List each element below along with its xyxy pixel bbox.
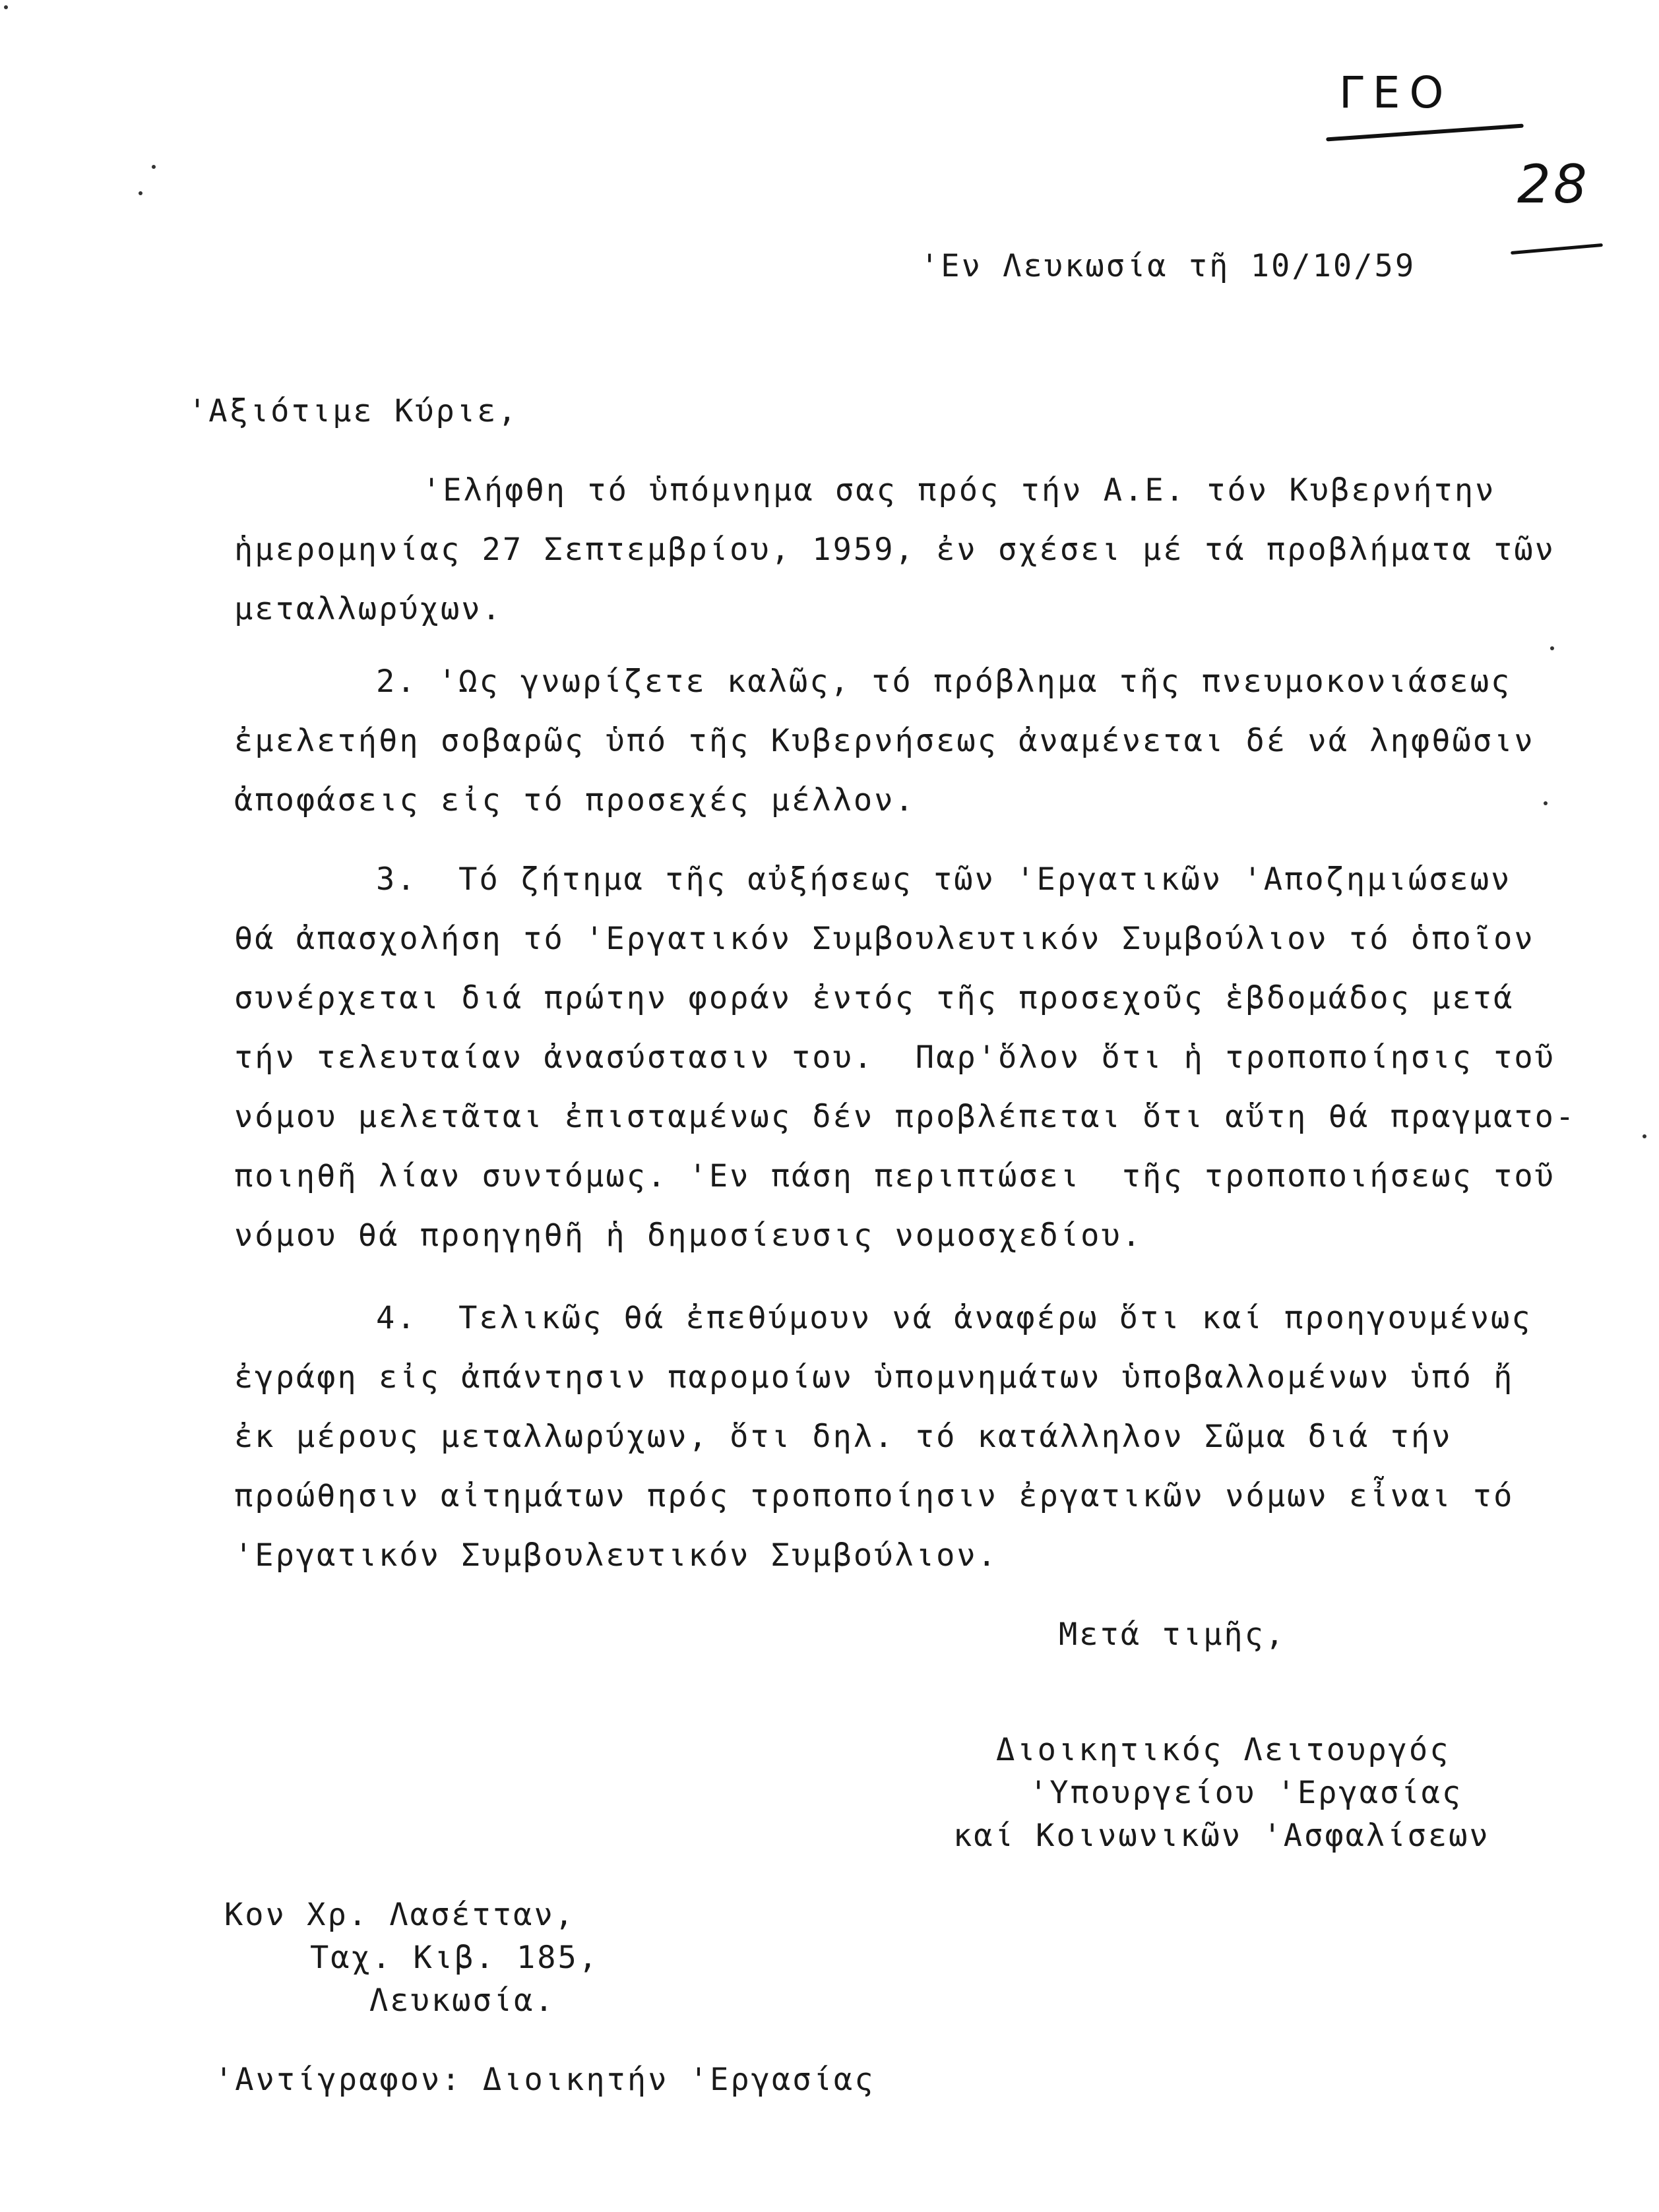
paragraph-2-line: ἀποφάσεις εἰς τό προσεχές μέλλον. <box>234 782 916 818</box>
handwritten-file-code: ΓΕΟ <box>1339 67 1453 118</box>
recipient-city: Λευκωσία. <box>369 1982 555 2019</box>
signature-ministry-2: καί Κοινωνικῶν 'Ασφαλίσεων <box>953 1818 1490 1854</box>
paragraph-4-line: 'Εργατικόν Συμβουλευτικόν Συμβούλιον. <box>234 1537 998 1574</box>
paragraph-1-line: ἡμερομηνίας 27 Σεπτεμβρίου, 1959, ἐν σχέσει μέ τά προβλήματα τῶν <box>234 532 1555 568</box>
paragraph-4-line: προώθησιν αἰτημάτων πρός τροποποίησιν ἐργατικῶν νόμων εἶναι τό <box>234 1478 1515 1514</box>
paragraph-1-line: 'Ελήφθη τό ὑπόμνημα σας πρός τήν Α.Ε. τόν Κυβερνήτην <box>422 472 1496 508</box>
paragraph-2-line: 2. 'Ως γνωρίζετε καλῶς, τό πρόβλημα τῆς πνευμοκονιάσεως <box>376 663 1512 700</box>
signature-title: Διοικητικός Λειτουργός <box>996 1732 1451 1768</box>
signature-ministry: 'Υπουργείου 'Εργασίας <box>1029 1775 1463 1811</box>
scan-speck <box>1550 646 1554 650</box>
paragraph-3-line: τήν τελευταίαν ἀνασύστασιν του. Παρ'ὅλον ὅτι ἡ τροποποίησις τοῦ <box>234 1039 1555 1076</box>
date-line: 'Εν Λευκωσία τῆ 10/10/59 <box>920 248 1416 284</box>
scan-speck <box>139 191 142 195</box>
paragraph-3-line: θά ἀπασχολήση τό 'Εργατικόν Συμβουλευτικόν Συμβούλιον τό ὁποῖον <box>234 921 1535 957</box>
recipient-po-box: Ταχ. Κιβ. 185, <box>310 1940 600 1976</box>
paragraph-4-line: ἐκ μέρους μεταλλωρύχων, ὅτι δηλ. τό κατάλληλον Σῶμα διά τήν <box>234 1419 1453 1455</box>
paragraph-3-line: 3. Τό ζήτημα τῆς αὐξήσεως τῶν 'Εργατικῶν 'Αποζημιώσεων <box>376 861 1512 898</box>
scan-speck <box>152 165 156 169</box>
paragraph-4-line: ἐγράφη εἰς ἀπάντησιν παρομοίων ὑπομνημάτων ὑποβαλλομένων ὑπό ἤ <box>234 1359 1515 1396</box>
paragraph-1-line: μεταλλωρύχων. <box>234 591 503 627</box>
paragraph-3-line: ποιηθῆ λίαν συντόμως. 'Εν πάση περιπτώσει τῆς τροποποιήσεως τοῦ <box>234 1158 1555 1194</box>
scan-speck <box>4 5 8 9</box>
salutation: 'Αξιότιμε Κύριε, <box>188 393 518 429</box>
paragraph-2-line: ἐμελετήθη σοβαρῶς ὑπό τῆς Κυβερνήσεως ἀναμένεται δέ νά ληφθῶσιν <box>234 723 1535 759</box>
handwritten-underline-number <box>1511 243 1603 255</box>
paragraph-3-line: νόμου θά προηγηθῆ ἡ δημοσίευσις νομοσχεδίου. <box>234 1217 1143 1254</box>
scan-speck <box>1643 1134 1646 1138</box>
handwritten-underline-top <box>1326 124 1524 142</box>
paragraph-3-line: νόμου μελετᾶται ἐπισταμένως δέν προβλέπεται ὅτι αὕτη θά πραγματο- <box>234 1099 1577 1135</box>
paragraph-3-line: συνέρχεται διά πρώτην φοράν ἐντός τῆς προσεχοῦς ἑβδομάδος μετά <box>234 980 1515 1016</box>
scan-speck <box>1544 801 1548 805</box>
copy-to: 'Αντίγραφον: Διοικητήν 'Εργασίας <box>214 2062 875 2098</box>
paragraph-4-line: 4. Τελικῶς θά ἐπεθύμουν νά ἀναφέρω ὅτι καί προηγουμένως <box>376 1300 1532 1336</box>
handwritten-page-number: 28 <box>1517 154 1590 215</box>
closing: Μετά τιμῆς, <box>1059 1616 1286 1653</box>
recipient-name: Κον Χρ. Λασέτταν, <box>224 1897 576 1933</box>
